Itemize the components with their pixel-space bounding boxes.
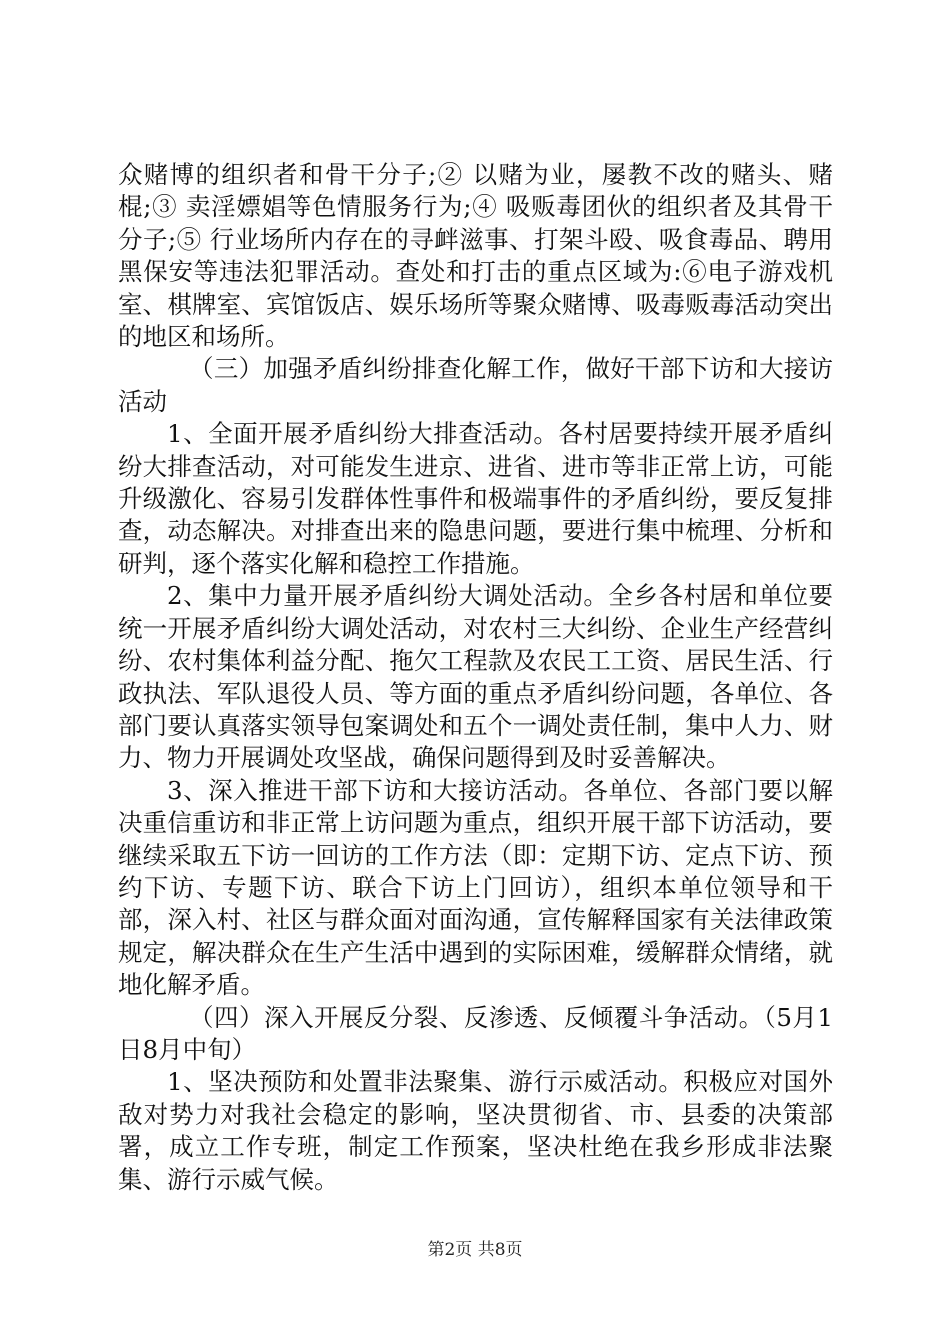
paragraph-item-3: 3、深入推进干部下访和大接访活动。各单位、各部门要以解决重信重访和非正常上访问题为重点，组织开展干部下访活动，要继续采取五下访一回访的工作方法（即：定期下访、定点下访、预约下访、专题下访、联合下访上门回访），组织本单位领导和干部，深入村、社区与群众面对面沟通，宣传解释国家有关法律政策规定，解决群众在生产生活中遇到的实际困难，缓解群众情绪，就地化解矛盾。: [118, 775, 833, 1000]
paragraph-item-1: 1、全面开展矛盾纠纷大排查活动。各村居要持续开展矛盾纠纷大排查活动，对可能发生进京、进省、进市等非正常上访，可能升级激化、容易引发群体性事件和极端事件的矛盾纠纷，要反复排查，动态解决。对排查出来的隐患问题，要进行集中梳理、分析和研判，逐个落实化解和稳控工作措施。: [118, 419, 833, 578]
paragraph-item-2: 2、集中力量开展矛盾纠纷大调处活动。全乡各村居和单位要统一开展矛盾纠纷大调处活动，对农村三大纠纷、企业生产经营纠纷、农村集体利益分配、拖欠工程款及农民工工资、居民生活、行政执法、军队退役人员、等方面的重点矛盾纠纷问题，各单位、各部门要认真落实领导包案调处和五个一调处责任制，集中人力、财力、物力开展调处攻坚战，确保问题得到及时妥善解决。: [118, 581, 833, 773]
document-body: [118, 159, 833, 1196]
paragraph-item-4-1: 1、坚决预防和处置非法聚集、游行示威活动。积极应对国外敌对势力对我社会稳定的影响，坚决贯彻省、市、县委的决策部署，成立工作专班，制定工作预案，坚决杜绝在我乡形成非法聚集、游行示威气候。: [118, 1067, 833, 1194]
section-heading-three: （三）加强矛盾纠纷排查化解工作，做好干部下访和大接访活动: [118, 354, 833, 416]
paragraph-continuation: 众赌博的组织者和骨干分子;② 以赌为业，屡教不改的赌头、赌棍;③ 卖淫嫖娼等色情服务行为;④ 吸贩毒团伙的组织者及其骨干分子;⑤ 行业场所内存在的寻衅滋事、打架斗殴、吸食毒品、聘用黑保安等违法犯罪活动。查处和打击的重点区域为:⑥电子游戏机室、棋牌室、宾馆饭店、娱乐场所等聚众赌博、吸毒贩毒活动突出的地区和场所。: [118, 160, 833, 352]
page-number-footer: 第2页 共8页: [427, 1240, 523, 1260]
section-heading-four: （四）深入开展反分裂、反渗透、反倾覆斗争活动。（5月1日8月中旬）: [118, 1002, 833, 1064]
